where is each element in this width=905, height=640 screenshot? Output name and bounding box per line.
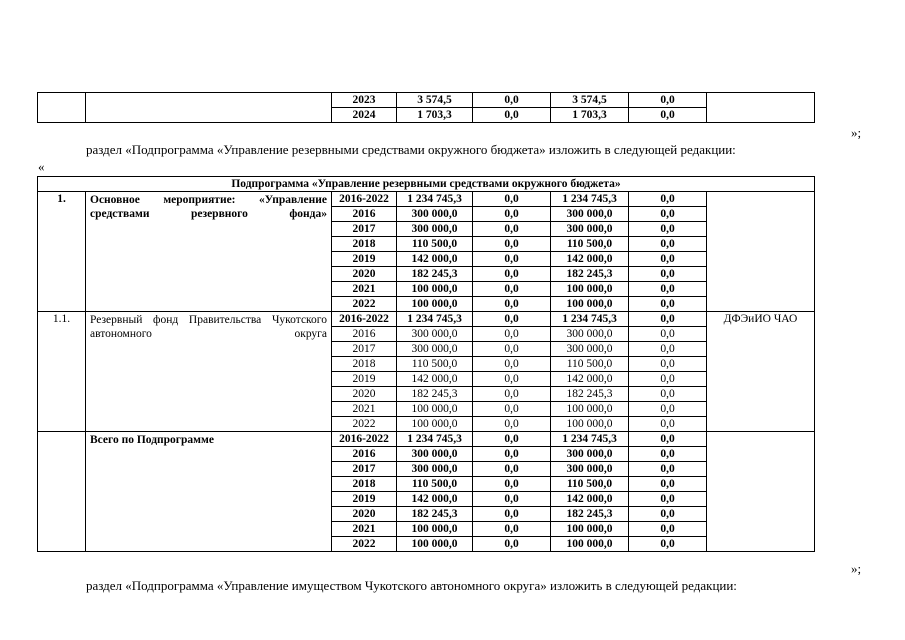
- other-cell: 0,0: [629, 222, 707, 237]
- other-cell: 0,0: [629, 537, 707, 552]
- item-name: Всего по Подпрограмме: [86, 432, 332, 552]
- other-cell: 0,0: [629, 237, 707, 252]
- federal-cell: 0,0: [473, 507, 551, 522]
- federal-cell: 0,0: [473, 207, 551, 222]
- total-cell: 142 000,0: [397, 252, 473, 267]
- district-cell: 100 000,0: [551, 402, 629, 417]
- district-cell: 3 574,5: [551, 93, 629, 108]
- year-cell: 2020: [332, 267, 397, 282]
- other-cell: 0,0: [629, 387, 707, 402]
- closing-quote-1: »;: [851, 125, 862, 140]
- item-name: Основное мероприятие: «Управление средствами резервного фонда»: [86, 192, 332, 312]
- year-cell: 2016: [332, 447, 397, 462]
- district-cell: 1 703,3: [551, 108, 629, 123]
- responsible-cell: [707, 93, 815, 123]
- district-cell: 1 234 745,3: [551, 432, 629, 447]
- other-cell: 0,0: [629, 252, 707, 267]
- top-table-body: [38, 93, 815, 123]
- year-cell: 2018: [332, 357, 397, 372]
- federal-cell: 0,0: [473, 462, 551, 477]
- year-cell: 2020: [332, 387, 397, 402]
- federal-cell: 0,0: [473, 297, 551, 312]
- federal-cell: 0,0: [473, 417, 551, 432]
- year-cell: 2016: [332, 327, 397, 342]
- federal-cell: 0,0: [473, 342, 551, 357]
- other-cell: 0,0: [629, 93, 707, 108]
- district-cell: 300 000,0: [551, 207, 629, 222]
- total-cell: 100 000,0: [397, 402, 473, 417]
- total-cell: 300 000,0: [397, 462, 473, 477]
- total-cell: 182 245,3: [397, 267, 473, 282]
- total-cell: 300 000,0: [397, 342, 473, 357]
- federal-cell: 0,0: [473, 432, 551, 447]
- total-cell: 300 000,0: [397, 222, 473, 237]
- other-cell: 0,0: [629, 267, 707, 282]
- district-cell: 182 245,3: [551, 267, 629, 282]
- other-cell: 0,0: [629, 342, 707, 357]
- total-cell: 3 574,5: [397, 93, 473, 108]
- subprogram-table-body: [38, 177, 815, 552]
- paragraph-2: раздел «Подпрограмма «Управление имуществом Чукотского автономного округа» изложить в следующей редакции:: [86, 578, 737, 593]
- year-cell: 2019: [332, 252, 397, 267]
- year-cell: 2022: [332, 297, 397, 312]
- federal-cell: 0,0: [473, 93, 551, 108]
- other-cell: 0,0: [629, 522, 707, 537]
- district-cell: 100 000,0: [551, 522, 629, 537]
- federal-cell: 0,0: [473, 357, 551, 372]
- federal-cell: 0,0: [473, 222, 551, 237]
- other-cell: 0,0: [629, 477, 707, 492]
- other-cell: 0,0: [629, 207, 707, 222]
- total-cell: 100 000,0: [397, 282, 473, 297]
- district-cell: 300 000,0: [551, 342, 629, 357]
- district-cell: 110 500,0: [551, 477, 629, 492]
- total-cell: 110 500,0: [397, 477, 473, 492]
- other-cell: 0,0: [629, 297, 707, 312]
- table-row: [38, 192, 815, 207]
- year-cell: 2022: [332, 417, 397, 432]
- district-cell: 110 500,0: [551, 357, 629, 372]
- year-cell: 2023: [332, 93, 397, 108]
- year-cell: 2019: [332, 492, 397, 507]
- total-cell: 182 245,3: [397, 387, 473, 402]
- other-cell: 0,0: [629, 507, 707, 522]
- total-cell: 142 000,0: [397, 492, 473, 507]
- total-cell: 100 000,0: [397, 522, 473, 537]
- other-cell: 0,0: [629, 357, 707, 372]
- district-cell: 300 000,0: [551, 447, 629, 462]
- district-cell: 110 500,0: [551, 237, 629, 252]
- total-cell: 1 234 745,3: [397, 192, 473, 207]
- top-budget-table: [37, 92, 815, 123]
- year-cell: 2022: [332, 537, 397, 552]
- district-cell: 100 000,0: [551, 297, 629, 312]
- federal-cell: 0,0: [473, 327, 551, 342]
- total-cell: 110 500,0: [397, 357, 473, 372]
- opening-quote: «: [38, 159, 45, 174]
- other-cell: 0,0: [629, 327, 707, 342]
- year-cell: 2016-2022: [332, 192, 397, 207]
- total-cell: 182 245,3: [397, 507, 473, 522]
- total-cell: 142 000,0: [397, 372, 473, 387]
- other-cell: 0,0: [629, 432, 707, 447]
- federal-cell: 0,0: [473, 267, 551, 282]
- federal-cell: 0,0: [473, 402, 551, 417]
- num-cell: [38, 93, 86, 123]
- district-cell: 300 000,0: [551, 327, 629, 342]
- federal-cell: 0,0: [473, 537, 551, 552]
- district-cell: 142 000,0: [551, 372, 629, 387]
- district-cell: 1 234 745,3: [551, 192, 629, 207]
- other-cell: 0,0: [629, 462, 707, 477]
- district-cell: 142 000,0: [551, 492, 629, 507]
- other-cell: 0,0: [629, 282, 707, 297]
- total-cell: 1 234 745,3: [397, 432, 473, 447]
- federal-cell: 0,0: [473, 447, 551, 462]
- total-cell: 1 234 745,3: [397, 312, 473, 327]
- year-cell: 2018: [332, 477, 397, 492]
- federal-cell: 0,0: [473, 237, 551, 252]
- item-number: [38, 432, 86, 552]
- total-cell: 300 000,0: [397, 207, 473, 222]
- responsible-cell: ДФЭиИО ЧАО: [707, 312, 815, 432]
- total-cell: 100 000,0: [397, 537, 473, 552]
- table-row: [38, 312, 815, 327]
- year-cell: 2016-2022: [332, 432, 397, 447]
- total-cell: 300 000,0: [397, 447, 473, 462]
- federal-cell: 0,0: [473, 387, 551, 402]
- federal-cell: 0,0: [473, 477, 551, 492]
- district-cell: 300 000,0: [551, 462, 629, 477]
- total-cell: 100 000,0: [397, 297, 473, 312]
- responsible-cell: [707, 192, 815, 312]
- table-row: [38, 93, 815, 108]
- federal-cell: 0,0: [473, 252, 551, 267]
- responsible-cell: [707, 432, 815, 552]
- total-cell: 110 500,0: [397, 237, 473, 252]
- federal-cell: 0,0: [473, 282, 551, 297]
- closing-quote-2: »;: [851, 561, 862, 576]
- year-cell: 2021: [332, 282, 397, 297]
- federal-cell: 0,0: [473, 312, 551, 327]
- total-cell: 100 000,0: [397, 417, 473, 432]
- total-cell: 300 000,0: [397, 327, 473, 342]
- year-cell: 2017: [332, 462, 397, 477]
- table-row: [38, 432, 815, 447]
- federal-cell: 0,0: [473, 192, 551, 207]
- other-cell: 0,0: [629, 108, 707, 123]
- year-cell: 2016: [332, 207, 397, 222]
- other-cell: 0,0: [629, 447, 707, 462]
- subprogram-table: [37, 176, 815, 552]
- district-cell: 100 000,0: [551, 282, 629, 297]
- district-cell: 182 245,3: [551, 507, 629, 522]
- other-cell: 0,0: [629, 417, 707, 432]
- other-cell: 0,0: [629, 372, 707, 387]
- year-cell: 2017: [332, 222, 397, 237]
- item-number: 1.: [38, 192, 86, 312]
- district-cell: 1 234 745,3: [551, 312, 629, 327]
- year-cell: 2019: [332, 372, 397, 387]
- district-cell: 300 000,0: [551, 222, 629, 237]
- district-cell: 142 000,0: [551, 252, 629, 267]
- year-cell: 2024: [332, 108, 397, 123]
- paragraph-1: раздел «Подпрограмма «Управление резервными средствами окружного бюджета» изложить в следующей редакции:: [86, 142, 736, 157]
- total-cell: 1 703,3: [397, 108, 473, 123]
- year-cell: 2021: [332, 402, 397, 417]
- other-cell: 0,0: [629, 192, 707, 207]
- federal-cell: 0,0: [473, 522, 551, 537]
- section-title-row: [38, 177, 815, 192]
- federal-cell: 0,0: [473, 108, 551, 123]
- other-cell: 0,0: [629, 402, 707, 417]
- year-cell: 2018: [332, 237, 397, 252]
- name-cell: [86, 93, 332, 123]
- other-cell: 0,0: [629, 492, 707, 507]
- federal-cell: 0,0: [473, 372, 551, 387]
- district-cell: 182 245,3: [551, 387, 629, 402]
- year-cell: 2017: [332, 342, 397, 357]
- federal-cell: 0,0: [473, 492, 551, 507]
- year-cell: 2021: [332, 522, 397, 537]
- item-name: Резервный фонд Правительства Чукотского автономного округа: [86, 312, 332, 432]
- year-cell: 2016-2022: [332, 312, 397, 327]
- section-title: Подпрограмма «Управление резервными средствами окружного бюджета»: [38, 177, 815, 192]
- district-cell: 100 000,0: [551, 417, 629, 432]
- year-cell: 2020: [332, 507, 397, 522]
- item-number: 1.1.: [38, 312, 86, 432]
- district-cell: 100 000,0: [551, 537, 629, 552]
- other-cell: 0,0: [629, 312, 707, 327]
